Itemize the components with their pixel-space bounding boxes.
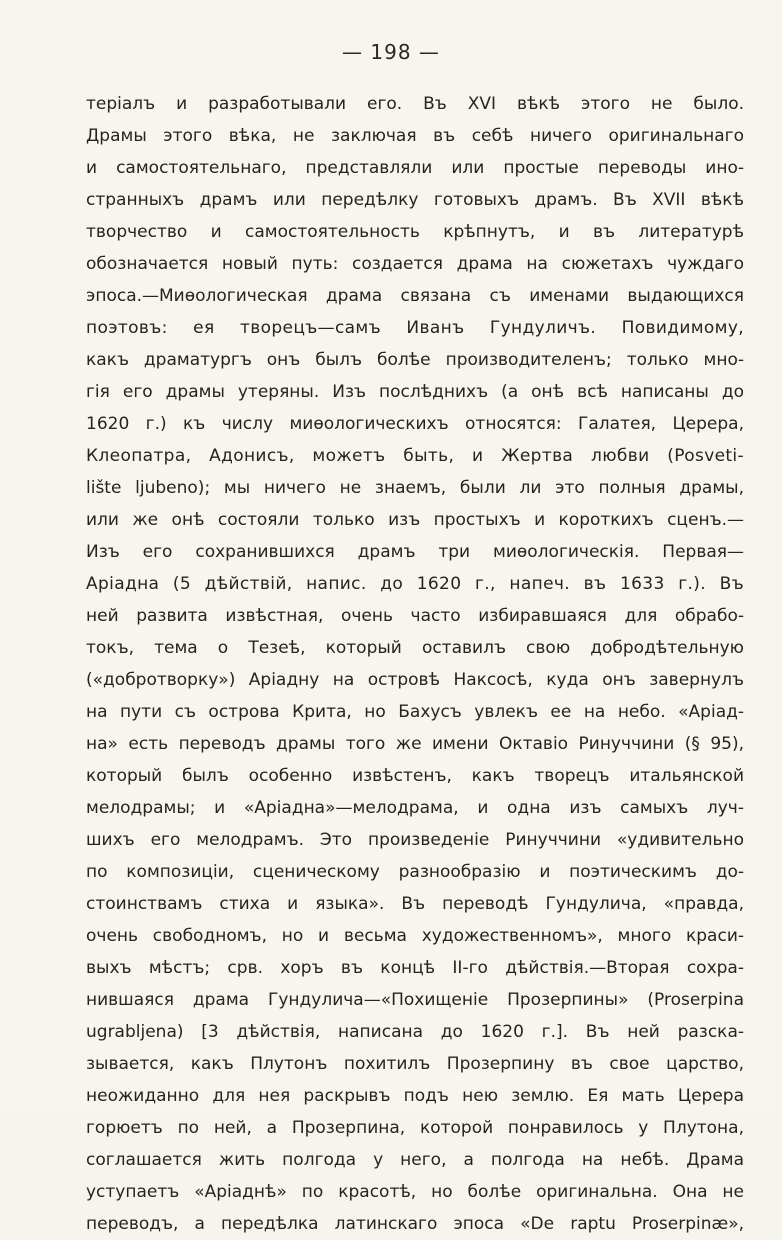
- text-line: переводъ, а передѣлка латинскаго эпоса «De raptu Proserpinæ»,: [86, 1214, 744, 1234]
- text-line: поэтовъ: ея творецъ—самъ Иванъ Гундуличъ. Повидимому,: [86, 318, 744, 338]
- text-line: который былъ особенно извѣстенъ, какъ творецъ итальянской: [86, 766, 744, 786]
- text-line: творчество и самостоятельность крѣпнутъ, и въ литературѣ: [86, 222, 744, 242]
- text-line: ugrabljena) [3 дѣйствія, написана до 1620 г.]. Въ ней разска-: [86, 1022, 744, 1042]
- text-line: lište ljubeno); мы ничего не знаемъ, были ли это полныя драмы,: [86, 478, 744, 498]
- body-text: [86, 88, 744, 1240]
- text-line: Драмы этого вѣка, не заключая въ себѣ ничего оригинальнаго: [86, 126, 744, 146]
- text-line: уступаетъ «Аріаднѣ» по красотѣ, но болѣе оригинальна. Она не: [86, 1182, 744, 1202]
- text-line: теріалъ и разработывали его. Въ XVI вѣкѣ этого не было.: [86, 94, 744, 114]
- text-line: выхъ мѣстъ; срв. хоръ въ концѣ II-го дѣйствія.—Вторая сохра-: [86, 958, 744, 978]
- text-line: или же онѣ состояли только изъ простыхъ и короткихъ сценъ.—: [86, 510, 744, 530]
- text-line: ней развита извѣстная, очень часто избиравшаяся для обрабо-: [86, 606, 744, 626]
- text-line: неожиданно для нея раскрывъ подъ нею землю. Ея мать Церера: [86, 1086, 744, 1106]
- text-line: стоинствамъ стиха и языка». Въ переводѣ Гундулича, «правда,: [86, 894, 744, 914]
- text-line: 1620 г.) къ числу миѳологическихъ относятся: Галатея, Церера,: [86, 414, 744, 434]
- text-line: по композиціи, сценическому разнообразію и поэтическимъ до-: [86, 862, 744, 882]
- text-line: очень свободномъ, но и весьма художественномъ», много краси-: [86, 926, 744, 946]
- text-line: Клеопатра, Адонисъ, можетъ быть, и Жертва любви (Posveti-: [86, 446, 744, 466]
- text-line: на пути съ острова Крита, но Бахусъ увлекъ ее на небо. «Аріад-: [86, 702, 744, 722]
- text-line: на» есть переводъ драмы того же имени Октавіо Ринуччини (§ 95),: [86, 734, 744, 754]
- text-line: соглашается жить полгода у него, а полгода на небѣ. Драма: [86, 1150, 744, 1170]
- text-line: гія его драмы утеряны. Изъ послѣднихъ (а онѣ всѣ написаны до: [86, 382, 744, 402]
- text-line: токъ, тема о Тезеѣ, который оставилъ свою добродѣтельную: [86, 638, 744, 658]
- text-line: шихъ его мелодрамъ. Это произведеніе Ринуччини «удивительно: [86, 830, 744, 850]
- text-line: и самостоятельнаго, представляли или простые переводы ино-: [86, 158, 744, 178]
- text-line: эпоса.—Миѳологическая драма связана съ именами выдающихся: [86, 286, 744, 306]
- text-line: обозначается новый путь: создается драма на сюжетахъ чуждаго: [86, 254, 744, 274]
- text-line: мелодрамы; и «Аріадна»—мелодрама, и одна изъ самыхъ луч-: [86, 798, 744, 818]
- text-line: какъ драматургъ онъ былъ болѣе производителенъ; только мно-: [86, 350, 744, 370]
- text-line: странныхъ драмъ или передѣлку готовыхъ драмъ. Въ XVII вѣкѣ: [86, 190, 744, 210]
- text-line: Аріадна (5 дѣйствій, напис. до 1620 г., напеч. въ 1633 г.). Въ: [86, 574, 744, 594]
- page-number: — 198 —: [342, 40, 440, 64]
- text-line: горюетъ по ней, а Прозерпина, которой понравилось у Плутона,: [86, 1118, 744, 1138]
- text-line: нившаяся драма Гундулича—«Похищеніе Прозерпины» (Proserpina: [86, 990, 744, 1010]
- text-line: Изъ его сохранившихся драмъ три миѳологическія. Первая—: [86, 542, 744, 562]
- text-line: («добротворку») Аріадну на островѣ Наксосѣ, куда онъ завернулъ: [86, 670, 744, 690]
- text-line: зывается, какъ Плутонъ похитилъ Прозерпину въ свое царство,: [86, 1054, 744, 1074]
